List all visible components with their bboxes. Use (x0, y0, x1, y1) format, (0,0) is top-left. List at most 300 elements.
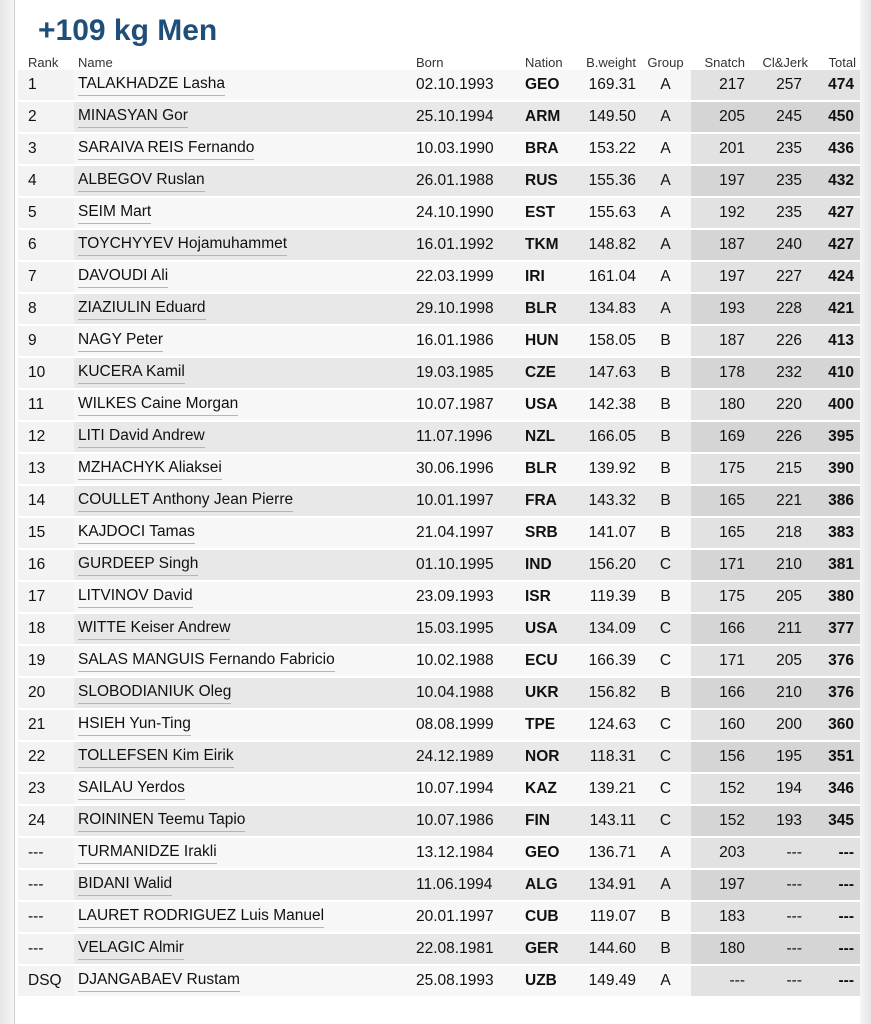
group-cell: C (640, 709, 691, 741)
clean-jerk-cell: --- (749, 965, 812, 997)
born-cell: 02.10.1993 (412, 70, 521, 101)
table-row (18, 901, 860, 933)
group-cell: B (640, 357, 691, 389)
snatch-cell: 180 (691, 933, 749, 965)
athlete-name-cell (74, 901, 412, 933)
group-cell: B (640, 581, 691, 613)
total-cell: 432 (812, 165, 860, 197)
bodyweight-cell: 148.82 (577, 229, 640, 261)
nation-cell: NOR (521, 741, 577, 773)
snatch-cell: 192 (691, 197, 749, 229)
clean-jerk-cell: 221 (749, 485, 812, 517)
athlete-name-cell (74, 133, 412, 165)
born-cell: 26.01.1988 (412, 165, 521, 197)
bodyweight-cell: 166.39 (577, 645, 640, 677)
page-title: +109 kg Men (38, 14, 218, 47)
group-cell: B (640, 421, 691, 453)
snatch-cell: 183 (691, 901, 749, 933)
athlete-name-cell (74, 165, 412, 197)
table-row (18, 837, 860, 869)
clean-jerk-cell: 200 (749, 709, 812, 741)
total-cell: 474 (812, 70, 860, 101)
table-row (18, 133, 860, 165)
snatch-cell: 169 (691, 421, 749, 453)
athlete-name-link[interactable]: LAURET RODRIGUEZ Luis Manuel (78, 907, 324, 928)
athlete-name-link[interactable]: GURDEEP Singh (78, 555, 198, 576)
group-cell: A (640, 869, 691, 901)
bodyweight-cell: 144.60 (577, 933, 640, 965)
results-page (18, 0, 860, 1024)
table-row (18, 965, 860, 997)
athlete-name-cell (74, 645, 412, 677)
bodyweight-cell: 119.07 (577, 901, 640, 933)
group-cell: A (640, 965, 691, 997)
bodyweight-cell: 134.09 (577, 613, 640, 645)
snatch-cell: 165 (691, 517, 749, 549)
bodyweight-cell: 161.04 (577, 261, 640, 293)
athlete-name-cell (74, 869, 412, 901)
athlete-name-cell (74, 773, 412, 805)
bodyweight-cell: 155.36 (577, 165, 640, 197)
header-snatch[interactable]: Snatch (704, 55, 745, 70)
header-total[interactable]: Total (828, 55, 856, 70)
athlete-name-link[interactable]: SAILAU Yerdos (78, 779, 185, 800)
snatch-cell: 187 (691, 325, 749, 357)
clean-jerk-cell: 194 (749, 773, 812, 805)
table-row (18, 293, 860, 325)
bodyweight-cell: 166.05 (577, 421, 640, 453)
table-row (18, 70, 860, 101)
athlete-name-link[interactable]: WILKES Caine Morgan (78, 395, 238, 416)
nation-cell: FIN (521, 805, 577, 837)
born-cell: 11.07.1996 (412, 421, 521, 453)
group-cell: A (640, 261, 691, 293)
athlete-name-cell (74, 357, 412, 389)
rank-cell: 8 (18, 293, 74, 325)
total-cell: --- (812, 837, 860, 869)
table-row (18, 645, 860, 677)
bodyweight-cell: 155.63 (577, 197, 640, 229)
athlete-name-link[interactable]: TALAKHADZE Lasha (78, 75, 225, 96)
athlete-name-link[interactable]: DAVOUDI Ali (78, 267, 168, 288)
nation-cell: BRA (521, 133, 577, 165)
group-cell: A (640, 101, 691, 133)
rank-cell: 21 (18, 709, 74, 741)
clean-jerk-cell: 220 (749, 389, 812, 421)
born-cell: 11.06.1994 (412, 869, 521, 901)
born-cell: 10.07.1994 (412, 773, 521, 805)
table-row (18, 421, 860, 453)
born-cell: 10.02.1988 (412, 645, 521, 677)
total-cell: 390 (812, 453, 860, 485)
athlete-name-cell (74, 485, 412, 517)
athlete-name-cell (74, 229, 412, 261)
born-cell: 10.04.1988 (412, 677, 521, 709)
athlete-name-cell (74, 293, 412, 325)
nation-cell: ALG (521, 869, 577, 901)
athlete-name-cell (74, 741, 412, 773)
born-cell: 21.04.1997 (412, 517, 521, 549)
nation-cell: IND (521, 549, 577, 581)
total-cell: 424 (812, 261, 860, 293)
athlete-name-link[interactable]: TOYCHYYEV Hojamuhammet (78, 235, 287, 256)
athlete-name-link[interactable]: SALAS MANGUIS Fernando Fabricio (78, 651, 335, 672)
clean-jerk-cell: 227 (749, 261, 812, 293)
header-group[interactable]: Group (647, 55, 684, 70)
athlete-name-link[interactable]: SLOBODIANIUK Oleg (78, 683, 231, 704)
total-cell: 376 (812, 677, 860, 709)
table-row (18, 933, 860, 965)
snatch-cell: 165 (691, 485, 749, 517)
total-cell: 436 (812, 133, 860, 165)
group-cell: B (640, 517, 691, 549)
born-cell: 25.08.1993 (412, 965, 521, 997)
rank-cell: 17 (18, 581, 74, 613)
rank-cell: 2 (18, 101, 74, 133)
clean-jerk-cell: 211 (749, 613, 812, 645)
snatch-cell: 156 (691, 741, 749, 773)
total-cell: 377 (812, 613, 860, 645)
athlete-name-cell (74, 421, 412, 453)
clean-jerk-cell: 232 (749, 357, 812, 389)
athlete-name-link[interactable]: LITVINOV David (78, 587, 193, 608)
bodyweight-cell: 124.63 (577, 709, 640, 741)
born-cell: 19.03.1985 (412, 357, 521, 389)
athlete-name-link[interactable]: VELAGIC Almir (78, 939, 184, 960)
nation-cell: CZE (521, 357, 577, 389)
total-cell: 400 (812, 389, 860, 421)
rank-cell: 7 (18, 261, 74, 293)
nation-cell: BLR (521, 453, 577, 485)
bodyweight-cell: 143.11 (577, 805, 640, 837)
rank-cell: --- (18, 837, 74, 869)
bodyweight-cell: 149.50 (577, 101, 640, 133)
header-name[interactable]: Name (78, 55, 113, 70)
athlete-name-link[interactable]: KUCERA Kamil (78, 363, 185, 384)
table-row (18, 485, 860, 517)
rank-cell: 18 (18, 613, 74, 645)
nation-cell: USA (521, 389, 577, 421)
clean-jerk-cell: 210 (749, 549, 812, 581)
nation-cell: IRI (521, 261, 577, 293)
snatch-cell: 175 (691, 453, 749, 485)
table-row (18, 101, 860, 133)
table-row (18, 677, 860, 709)
athlete-name-cell (74, 101, 412, 133)
bodyweight-cell: 143.32 (577, 485, 640, 517)
born-cell: 22.08.1981 (412, 933, 521, 965)
window-frame-left (0, 0, 15, 1024)
clean-jerk-cell: 228 (749, 293, 812, 325)
results-table (18, 54, 860, 998)
rank-cell: 5 (18, 197, 74, 229)
athlete-name-cell (74, 933, 412, 965)
clean-jerk-cell: 245 (749, 101, 812, 133)
rank-cell: 1 (18, 70, 74, 101)
born-cell: 10.03.1990 (412, 133, 521, 165)
athlete-name-link[interactable]: MINASYAN Gor (78, 107, 188, 128)
athlete-name-cell (74, 837, 412, 869)
group-cell: A (640, 229, 691, 261)
nation-cell: FRA (521, 485, 577, 517)
clean-jerk-cell: --- (749, 837, 812, 869)
athlete-name-cell (74, 70, 412, 101)
bodyweight-cell: 169.31 (577, 70, 640, 101)
total-cell: --- (812, 869, 860, 901)
athlete-name-link[interactable]: HSIEH Yun-Ting (78, 715, 191, 736)
total-cell: --- (812, 965, 860, 997)
table-row (18, 709, 860, 741)
clean-jerk-cell: 193 (749, 805, 812, 837)
athlete-name-link[interactable]: COULLET Anthony Jean Pierre (78, 491, 293, 512)
rank-cell: 23 (18, 773, 74, 805)
group-cell: A (640, 70, 691, 101)
nation-cell: GEO (521, 837, 577, 869)
rank-cell: 13 (18, 453, 74, 485)
clean-jerk-cell: 226 (749, 421, 812, 453)
rank-cell: 19 (18, 645, 74, 677)
born-cell: 25.10.1994 (412, 101, 521, 133)
nation-cell: ARM (521, 101, 577, 133)
athlete-name-link[interactable]: NAGY Peter (78, 331, 163, 352)
clean-jerk-cell: 205 (749, 581, 812, 613)
group-cell: C (640, 741, 691, 773)
athlete-name-link[interactable]: TURMANIDZE Irakli (78, 843, 217, 864)
born-cell: 10.01.1997 (412, 485, 521, 517)
born-cell: 15.03.1995 (412, 613, 521, 645)
athlete-name-link[interactable]: ALBEGOV Ruslan (78, 171, 205, 192)
rank-cell: --- (18, 933, 74, 965)
total-cell: 386 (812, 485, 860, 517)
snatch-cell: 197 (691, 869, 749, 901)
born-cell: 29.10.1998 (412, 293, 521, 325)
athlete-name-cell (74, 453, 412, 485)
snatch-cell: 152 (691, 773, 749, 805)
table-row (18, 613, 860, 645)
athlete-name-link[interactable]: MZHACHYK Aliaksei (78, 459, 222, 480)
clean-jerk-cell: 226 (749, 325, 812, 357)
athlete-name-cell (74, 965, 412, 997)
snatch-cell: 166 (691, 613, 749, 645)
table-row (18, 517, 860, 549)
athlete-name-cell (74, 549, 412, 581)
athlete-name-link[interactable]: TOLLEFSEN Kim Eirik (78, 747, 234, 768)
clean-jerk-cell: 235 (749, 133, 812, 165)
total-cell: 450 (812, 101, 860, 133)
bodyweight-cell: 158.05 (577, 325, 640, 357)
rank-cell: 11 (18, 389, 74, 421)
group-cell: A (640, 165, 691, 197)
nation-cell: RUS (521, 165, 577, 197)
group-cell: A (640, 293, 691, 325)
bodyweight-cell: 119.39 (577, 581, 640, 613)
nation-cell: UZB (521, 965, 577, 997)
table-row (18, 261, 860, 293)
snatch-cell: 197 (691, 261, 749, 293)
bodyweight-cell: 156.82 (577, 677, 640, 709)
group-cell: A (640, 197, 691, 229)
total-cell: 360 (812, 709, 860, 741)
group-cell: A (640, 133, 691, 165)
athlete-name-cell (74, 197, 412, 229)
total-cell: 380 (812, 581, 860, 613)
total-cell: 345 (812, 805, 860, 837)
total-cell: 427 (812, 229, 860, 261)
nation-cell: NZL (521, 421, 577, 453)
born-cell: 16.01.1992 (412, 229, 521, 261)
rank-cell: 14 (18, 485, 74, 517)
bodyweight-cell: 149.49 (577, 965, 640, 997)
total-cell: 383 (812, 517, 860, 549)
rank-cell: 3 (18, 133, 74, 165)
nation-cell: CUB (521, 901, 577, 933)
athlete-name-cell (74, 325, 412, 357)
nation-cell: SRB (521, 517, 577, 549)
table-row (18, 581, 860, 613)
born-cell: 24.12.1989 (412, 741, 521, 773)
total-cell: 351 (812, 741, 860, 773)
bodyweight-cell: 134.91 (577, 869, 640, 901)
athlete-name-link[interactable]: ROININEN Teemu Tapio (78, 811, 245, 832)
table-header-row (18, 54, 860, 70)
rank-cell: 20 (18, 677, 74, 709)
athlete-name-cell (74, 581, 412, 613)
snatch-cell: 197 (691, 165, 749, 197)
athlete-name-link[interactable]: LITI David Andrew (78, 427, 205, 448)
total-cell: 376 (812, 645, 860, 677)
snatch-cell: 171 (691, 549, 749, 581)
results-body (18, 70, 860, 997)
nation-cell: GER (521, 933, 577, 965)
header-born[interactable]: Born (416, 55, 444, 70)
born-cell: 16.01.1986 (412, 325, 521, 357)
group-cell: A (640, 837, 691, 869)
table-row (18, 773, 860, 805)
snatch-cell: 171 (691, 645, 749, 677)
rank-cell: 15 (18, 517, 74, 549)
bodyweight-cell: 139.92 (577, 453, 640, 485)
rank-cell: 24 (18, 805, 74, 837)
nation-cell: ISR (521, 581, 577, 613)
born-cell: 20.01.1997 (412, 901, 521, 933)
clean-jerk-cell: --- (749, 869, 812, 901)
total-cell: --- (812, 901, 860, 933)
window-frame-right (859, 0, 871, 1024)
rank-cell: 6 (18, 229, 74, 261)
total-cell: 381 (812, 549, 860, 581)
header-nation[interactable]: Nation (525, 55, 563, 70)
athlete-name-cell (74, 805, 412, 837)
group-cell: C (640, 613, 691, 645)
athlete-name-link[interactable]: ZIAZIULIN Eduard (78, 299, 206, 320)
table-row (18, 325, 860, 357)
header-rank[interactable]: Rank (28, 55, 59, 70)
total-cell: 421 (812, 293, 860, 325)
table-row (18, 197, 860, 229)
rank-cell: --- (18, 869, 74, 901)
nation-cell: TKM (521, 229, 577, 261)
clean-jerk-cell: 257 (749, 70, 812, 101)
born-cell: 23.09.1993 (412, 581, 521, 613)
athlete-name-link[interactable]: KAJDOCI Tamas (78, 523, 195, 544)
rank-cell: 16 (18, 549, 74, 581)
snatch-cell: 180 (691, 389, 749, 421)
group-cell: B (640, 325, 691, 357)
group-cell: C (640, 773, 691, 805)
bodyweight-cell: 153.22 (577, 133, 640, 165)
nation-cell: EST (521, 197, 577, 229)
table-row (18, 869, 860, 901)
snatch-cell: 160 (691, 709, 749, 741)
clean-jerk-cell: --- (749, 933, 812, 965)
total-cell: 413 (812, 325, 860, 357)
total-cell: --- (812, 933, 860, 965)
rank-cell: 9 (18, 325, 74, 357)
nation-cell: KAZ (521, 773, 577, 805)
snatch-cell: 152 (691, 805, 749, 837)
snatch-cell: 203 (691, 837, 749, 869)
clean-jerk-cell: 195 (749, 741, 812, 773)
snatch-cell: 187 (691, 229, 749, 261)
table-row (18, 229, 860, 261)
table-row (18, 453, 860, 485)
nation-cell: USA (521, 613, 577, 645)
athlete-name-link[interactable]: SEIM Mart (78, 203, 151, 224)
snatch-cell: 217 (691, 70, 749, 101)
born-cell: 24.10.1990 (412, 197, 521, 229)
snatch-cell: --- (691, 965, 749, 997)
group-cell: B (640, 389, 691, 421)
athlete-name-cell (74, 677, 412, 709)
group-cell: B (640, 901, 691, 933)
rank-cell: 10 (18, 357, 74, 389)
clean-jerk-cell: 205 (749, 645, 812, 677)
table-row (18, 357, 860, 389)
header-bweight[interactable]: B.weight (586, 55, 636, 70)
nation-cell: ECU (521, 645, 577, 677)
clean-jerk-cell: 235 (749, 165, 812, 197)
group-cell: C (640, 645, 691, 677)
snatch-cell: 178 (691, 357, 749, 389)
born-cell: 22.03.1999 (412, 261, 521, 293)
born-cell: 01.10.1995 (412, 549, 521, 581)
athlete-name-link[interactable]: SARAIVA REIS Fernando (78, 139, 254, 160)
total-cell: 346 (812, 773, 860, 805)
clean-jerk-cell: 215 (749, 453, 812, 485)
athlete-name-link[interactable]: WITTE Keiser Andrew (78, 619, 230, 640)
total-cell: 410 (812, 357, 860, 389)
bodyweight-cell: 156.20 (577, 549, 640, 581)
header-clean-jerk[interactable]: Cl&Jerk (762, 55, 808, 70)
bodyweight-cell: 139.21 (577, 773, 640, 805)
rank-cell: 4 (18, 165, 74, 197)
born-cell: 08.08.1999 (412, 709, 521, 741)
athlete-name-cell (74, 517, 412, 549)
athlete-name-link[interactable]: BIDANI Walid (78, 875, 172, 896)
total-cell: 427 (812, 197, 860, 229)
bodyweight-cell: 134.83 (577, 293, 640, 325)
athlete-name-link[interactable]: DJANGABAEV Rustam (78, 971, 240, 992)
bodyweight-cell: 147.63 (577, 357, 640, 389)
bodyweight-cell: 141.07 (577, 517, 640, 549)
nation-cell: BLR (521, 293, 577, 325)
clean-jerk-cell: 218 (749, 517, 812, 549)
group-cell: B (640, 933, 691, 965)
clean-jerk-cell: 235 (749, 197, 812, 229)
athlete-name-cell (74, 613, 412, 645)
bodyweight-cell: 118.31 (577, 741, 640, 773)
bodyweight-cell: 142.38 (577, 389, 640, 421)
